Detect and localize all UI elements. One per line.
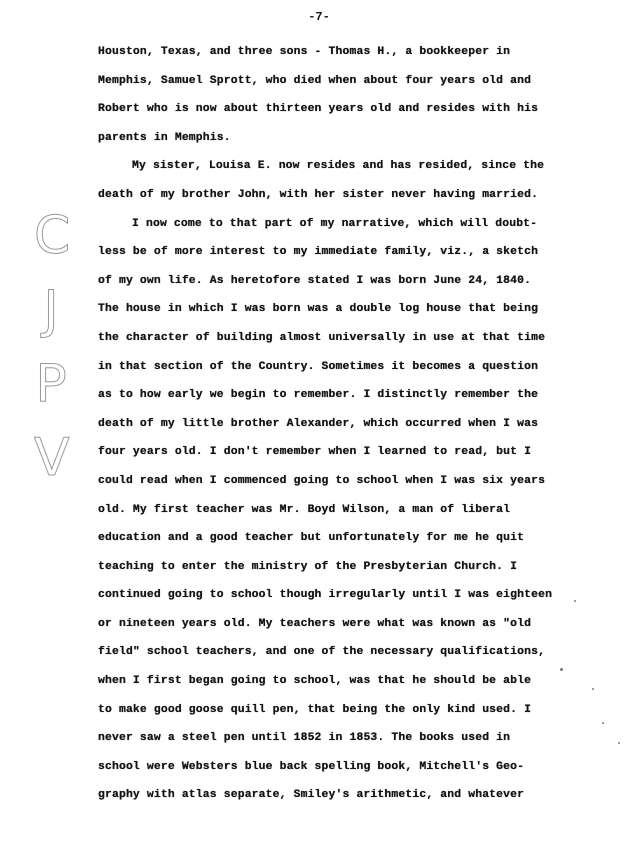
text-line: could read when I commenced going to school when I was six years xyxy=(98,474,546,487)
text-line: death of my little brother Alexander, which occurred when I was xyxy=(98,417,539,430)
text-line: Memphis, Samuel Sprott, who died when about four years old and xyxy=(98,74,532,87)
text-line: four years old. I don't remember when I learned to read, but I xyxy=(98,446,532,459)
text-line: the character of building almost universally in use at that time xyxy=(98,331,546,344)
text-line: never saw a steel pen until 1852 in 1853. The books used in xyxy=(98,732,511,745)
text-line: continued going to school though irregularly until I was eighteen xyxy=(98,589,553,602)
text-line: as to how early we begin to remember. I distinctly remember the xyxy=(98,389,539,402)
margin-stamp xyxy=(34,200,71,496)
text-line: My sister, Louisa E. now resides and has resided, since the xyxy=(132,160,545,173)
text-line: I now come to that part of my narrative, which will doubt- xyxy=(132,217,538,230)
scan-speck xyxy=(574,600,576,602)
scan-speck xyxy=(618,742,620,744)
text-line: The house in which I was born was a double log house that being xyxy=(98,303,539,316)
scan-speck xyxy=(602,722,604,724)
text-line: of my own life. As heretofore stated I was born June 24, 1840. xyxy=(98,274,532,287)
text-line: education and a good teacher but unfortunately for me he quit xyxy=(98,532,525,545)
stamp-letter: V xyxy=(34,428,70,488)
text-line: to make good goose quill pen, that being the only kind used. I xyxy=(98,703,532,716)
text-line: death of my brother John, with her sister never having married. xyxy=(98,188,539,201)
scan-speck xyxy=(592,688,594,690)
text-line: field" school teachers, and one of the necessary qualifications, xyxy=(98,646,546,659)
text-line: less be of more interest to my immediate family, viz., a sketch xyxy=(98,246,539,259)
text-line: Houston, Texas, and three sons - Thomas H., a bookkeeper in xyxy=(98,46,511,58)
text-line: or nineteen years old. My teachers were what was known as "old xyxy=(98,617,532,630)
stamp-letter: J xyxy=(43,280,59,340)
text-line: Robert who is now about thirteen years old and resides with his xyxy=(98,103,539,116)
text-line: in that section of the Country. Sometimes it becomes a question xyxy=(98,360,539,373)
text-line: parents in Memphis. xyxy=(98,131,231,144)
text-line: school were Websters blue back spelling book, Mitchell's Geo- xyxy=(98,760,525,773)
document-body xyxy=(98,38,588,810)
page-number: -7- xyxy=(308,10,330,24)
scan-speck xyxy=(560,668,563,671)
stamp-letter: P xyxy=(35,354,67,414)
text-line: when I first began going to school, was that he should be able xyxy=(98,675,532,688)
text-line: graphy with atlas separate, Smiley's arithmetic, and whatever xyxy=(98,789,525,802)
text-line: old. My first teacher was Mr. Boyd Wilson, a man of liberal xyxy=(98,503,511,516)
stamp-letter: C xyxy=(34,206,71,266)
text-line: teaching to enter the ministry of the Presbyterian Church. I xyxy=(98,560,518,573)
